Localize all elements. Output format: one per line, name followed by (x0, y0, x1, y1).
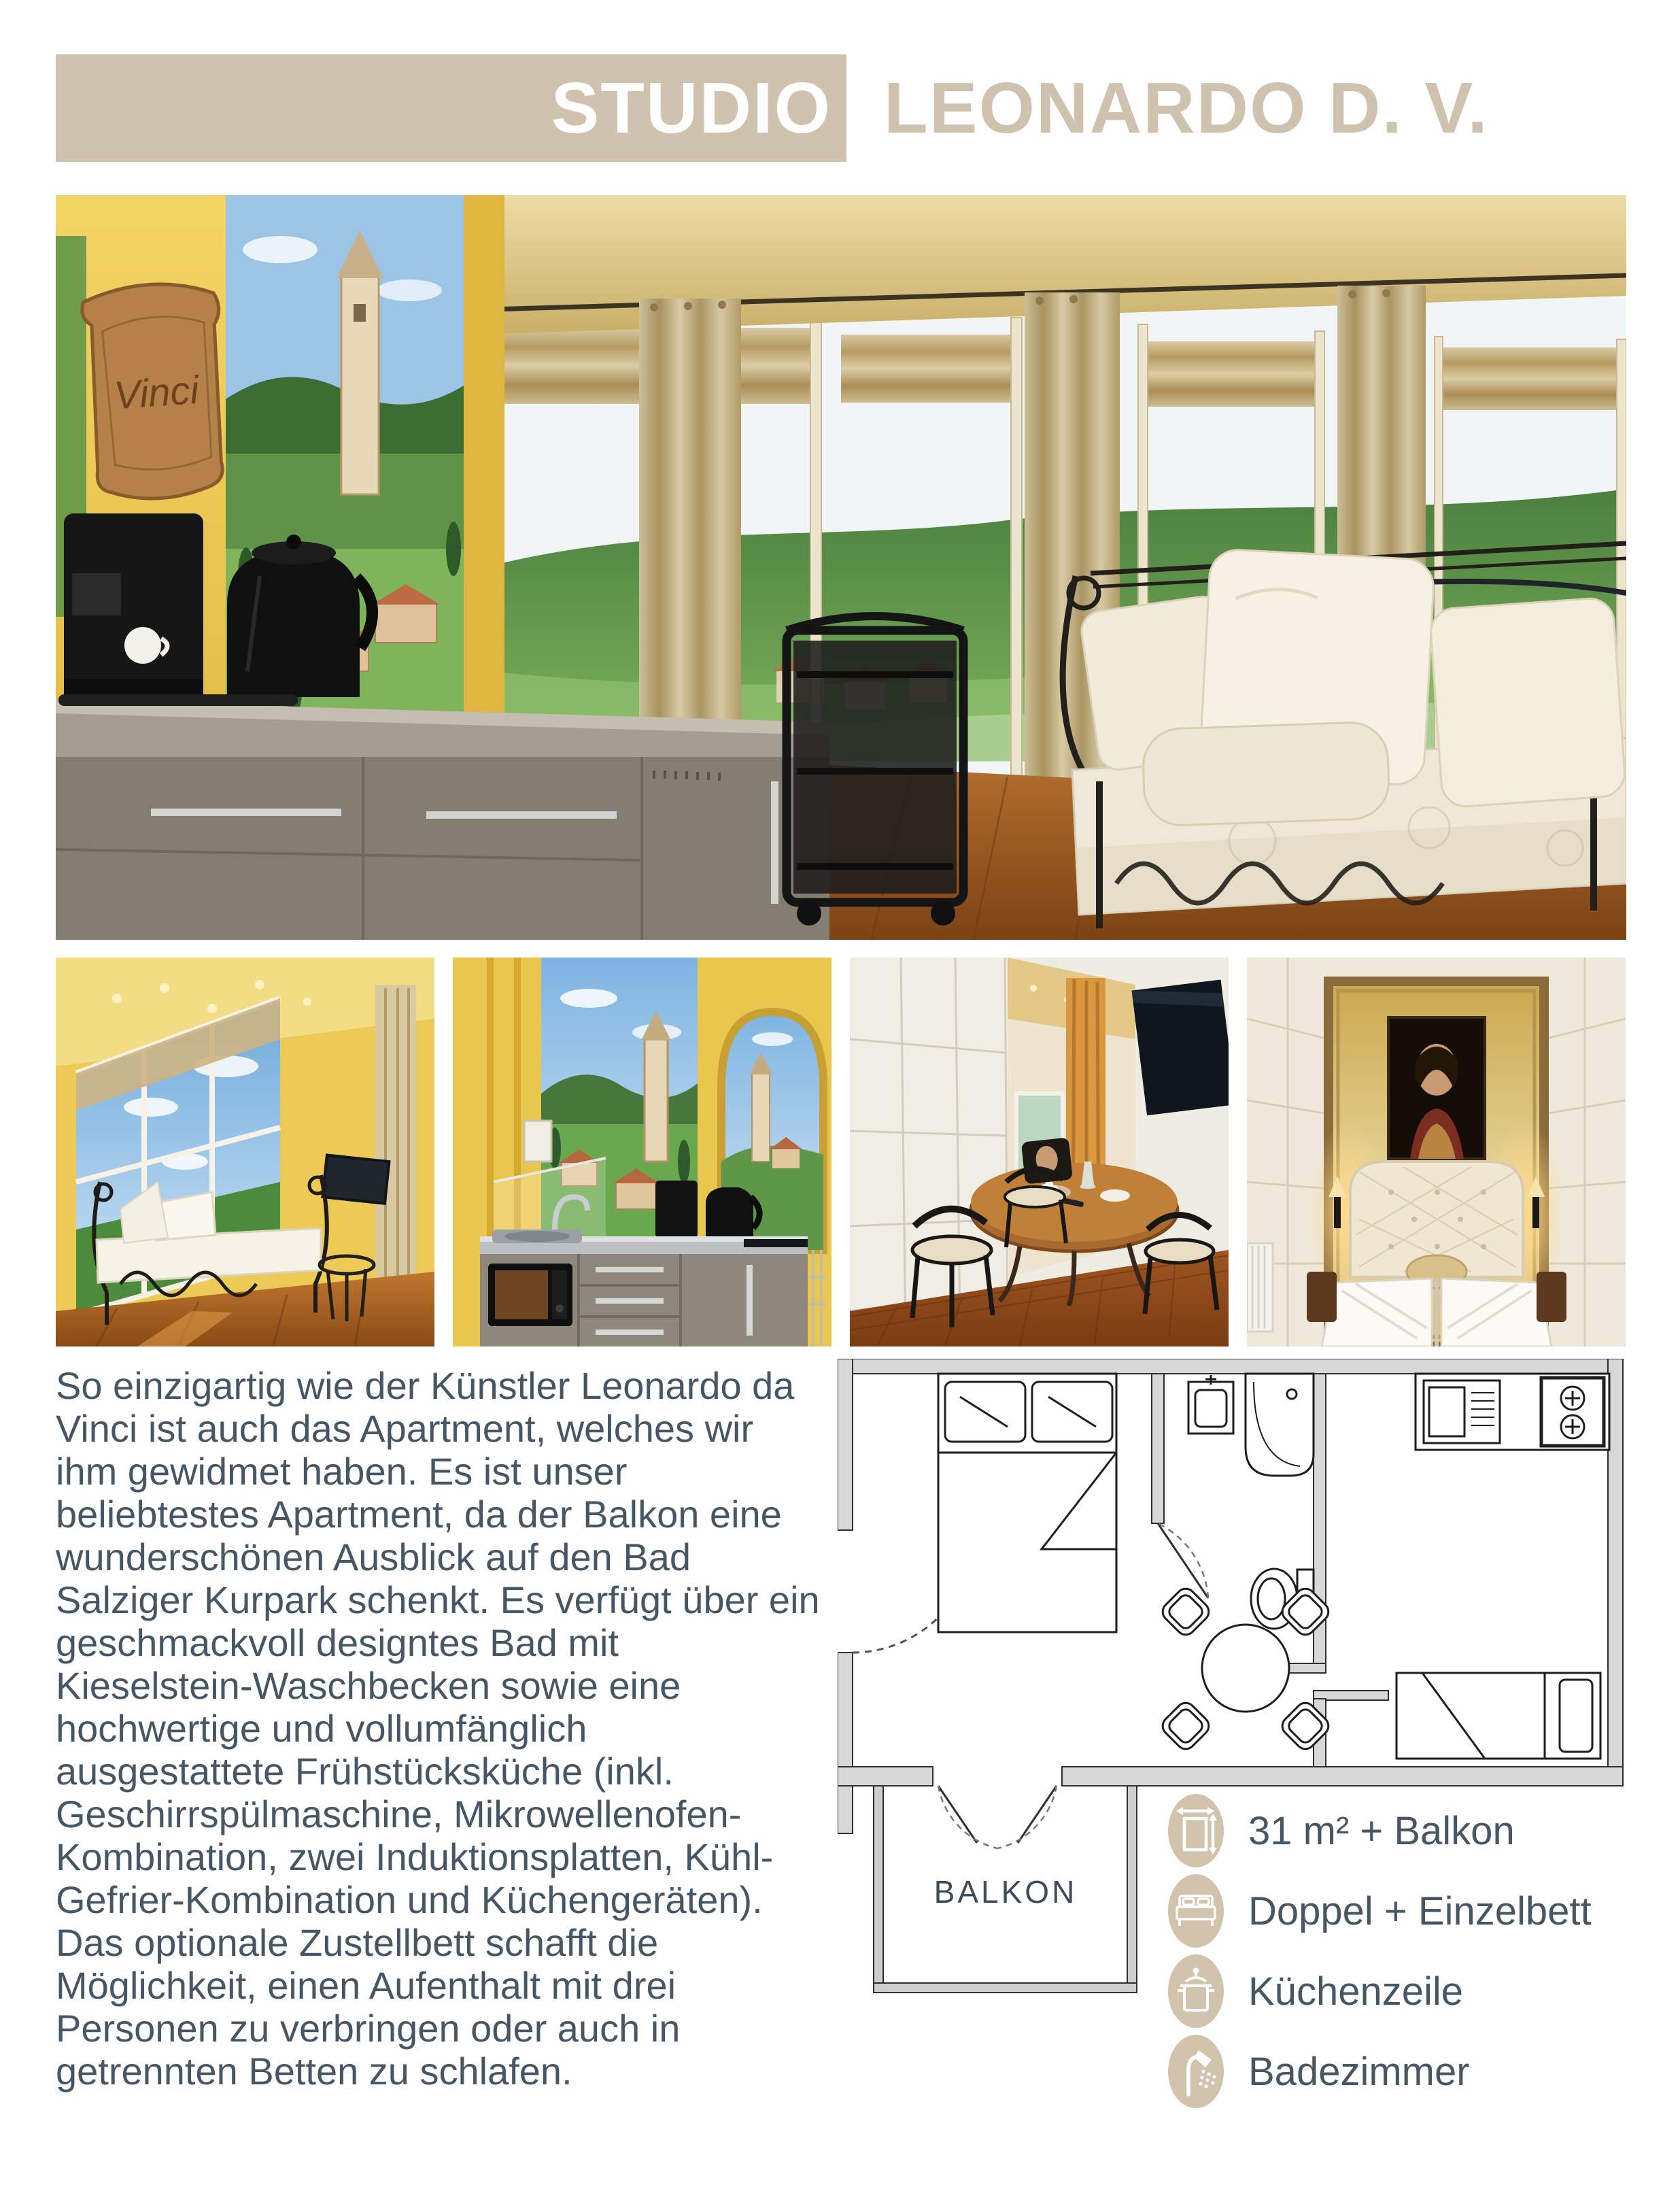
plan-bathroom (1188, 1374, 1314, 1629)
bedroom-portrait-photo (1247, 958, 1626, 1346)
feature-bathroom (1168, 2035, 1470, 2108)
feature-bathroom-label: Badezimmer (1248, 2049, 1470, 2094)
feature-area-label: 31 m² + Balkon (1248, 1808, 1515, 1853)
bed-icon (1168, 1874, 1224, 1948)
shower-icon (1168, 2035, 1224, 2108)
svg-text:Vinci: Vinci (112, 367, 201, 418)
apartment-description: So einzigartig wie der Künstler Leonardo da Vinci ist auch das Apartment, welches wir ihm gewidmet haben. Es ist unser beliebtestes Apartment, da der Balkon eine wunderschönen Ausblick auf den Bad Salziger Kurpark schenkt. Es verfügt über ein geschmackvoll designtes Bad mit Kieselstein-Waschbecken sowie eine hochwertige und vollumfänglich ausgestattete Frühstücksküche (inkl. Geschirrspülmaschine, Mikrowellenofen-Kombination, zwei Induktionsplatten, Kühl-Gefrier-Kombination und Küchengeräten). Das optionale Zustellbett schafft die Möglichkeit, einen Aufenthalt mit drei Personen zu verbringen oder auch in getrennten Betten zu schlafen. (56, 1364, 820, 2093)
feature-kitchen-label: Küchenzeile (1248, 1969, 1463, 2014)
kitchenette-mural-photo (453, 958, 832, 1346)
apartment-overview-photo (56, 195, 1626, 940)
area-icon (1168, 1794, 1224, 1867)
microwave (488, 1264, 572, 1326)
utility-cart (787, 616, 963, 926)
feature-area (1168, 1794, 1515, 1867)
studio-title: STUDIO (551, 68, 832, 148)
twin-beds (1322, 1278, 1552, 1346)
feature-beds-label: Doppel + Einzelbett (1248, 1888, 1592, 1933)
thumbnail-row (56, 958, 1626, 1346)
feature-kitchen (1168, 1954, 1463, 2028)
sunroom-daybed-photo (56, 958, 434, 1346)
plan-double-bed (938, 1374, 1116, 1632)
plan-single-bed (1396, 1673, 1600, 1759)
apartment-name-title: LEONARDO D. V. (884, 68, 1489, 148)
plan-kitchen (1416, 1374, 1609, 1450)
vinci-sign (81, 280, 232, 503)
coffee-machine (64, 513, 203, 701)
balcony-label: BALKON (933, 1874, 1078, 1910)
pot-icon (1168, 1954, 1224, 2028)
feature-beds (1168, 1874, 1592, 1948)
leonardo-portrait (1388, 1017, 1485, 1159)
dining-area-photo (850, 958, 1229, 1346)
header-band (56, 54, 846, 162)
